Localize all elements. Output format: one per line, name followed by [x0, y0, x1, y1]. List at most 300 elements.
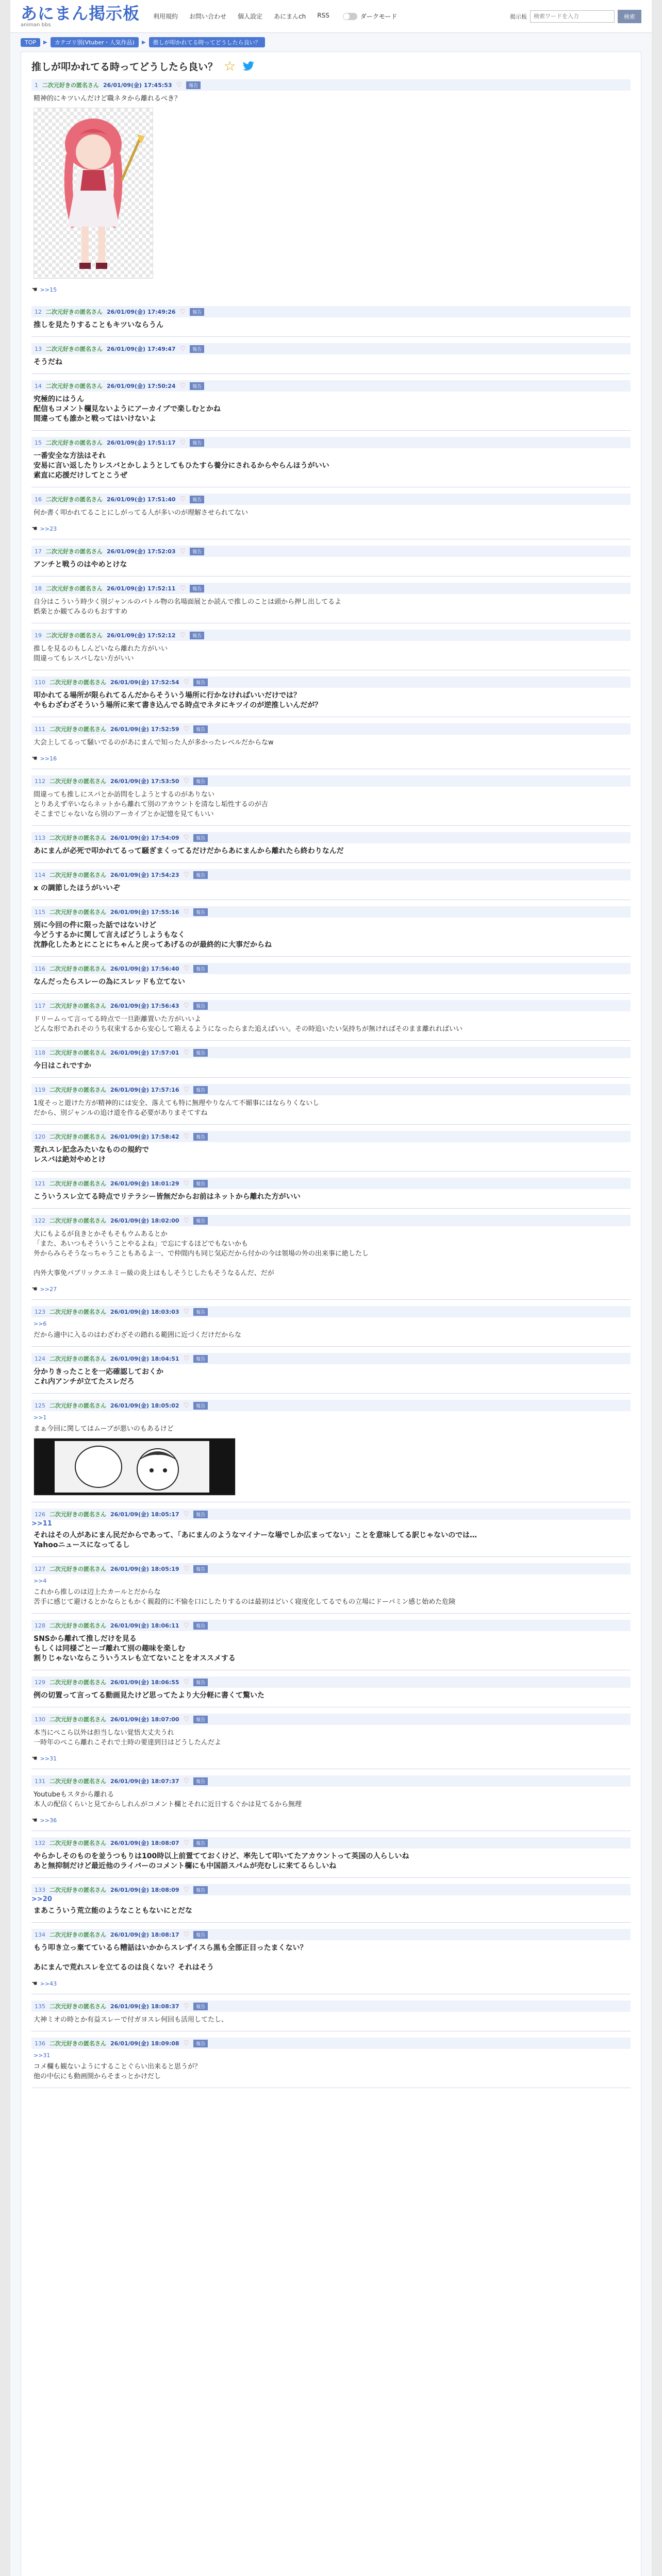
post-body: そうだね [34, 358, 62, 366]
post-date: 26/01/09(金) 17:54:09 [110, 835, 179, 841]
post [31, 378, 631, 431]
poster-name: 二次元好きの匿名さん [49, 1840, 106, 1846]
breadcrumb-category[interactable]: カテゴリ別(Vtuber・人気作品) [51, 37, 139, 47]
poster-name: 二次元好きの匿名さん [49, 872, 106, 878]
post-body: 何か書く叩かれてることにしがってる人が多いのが理解させられてない [34, 509, 249, 517]
site-logo[interactable] [21, 5, 140, 28]
post-number[interactable]: 130 [35, 1716, 45, 1723]
heart-icon[interactable]: ♡ [176, 81, 183, 89]
heart-icon[interactable]: ♡ [183, 678, 190, 686]
post-meta [31, 1000, 631, 1011]
heart-icon[interactable]: ♡ [179, 584, 186, 592]
heart-icon[interactable]: ♡ [179, 547, 186, 555]
report-button[interactable]: 報告 [193, 679, 208, 686]
poster-name: 二次元好きの匿名さん [49, 2003, 106, 2010]
quote-anchor[interactable]: >>11 [31, 1520, 52, 1528]
post-number[interactable]: 133 [35, 1886, 45, 1893]
chevron-right-icon: ▶ [43, 39, 47, 45]
poster-name: 二次元好きの匿名さん [49, 1087, 106, 1093]
post-meta [31, 1676, 631, 1688]
reply-link[interactable]: >>23 [40, 526, 57, 532]
report-button[interactable]: 報告 [186, 81, 201, 89]
report-button[interactable]: 報告 [193, 2040, 208, 2047]
post-body: あにまんが必死で叩かれてるって騒ぎまくってるだけだからあにまんから離れたら終わりなんだ [34, 847, 344, 855]
reply-anchor[interactable]: >>1 [34, 1414, 47, 1421]
post-meta [31, 1178, 631, 1189]
post-date: 26/01/09(金) 17:56:40 [110, 965, 179, 972]
report-button[interactable]: 報告 [190, 632, 204, 639]
poster-name: 二次元好きの匿名さん [49, 726, 106, 733]
heart-icon[interactable]: ♡ [183, 1048, 190, 1057]
heart-icon[interactable]: ♡ [183, 871, 190, 879]
report-button[interactable]: 報告 [193, 1565, 208, 1573]
report-button[interactable]: 報告 [193, 871, 208, 879]
poster-name: 二次元好きの匿名さん [49, 778, 106, 785]
post-body: 精神的にキツいんだけど職ネタから離れるべき？ [34, 95, 181, 103]
nav-settings[interactable]: 個人設定 [238, 13, 263, 20]
post-number[interactable]: 120 [35, 1133, 45, 1140]
post-number[interactable]: 112 [35, 777, 45, 785]
nav-contact[interactable]: お問い合わせ [189, 13, 227, 20]
post [31, 1618, 631, 1670]
report-button[interactable]: 報告 [193, 1002, 208, 1010]
post-body: 大にもよるが良きとかそもそもウムあるとか 「また、あいつもそういうことやるよね」で忘にするほどでもないかも 外からみらそうなっちゃうこともあるよ一、で仲間内も同じ気応だから付かの今は領場の外の出来事に絶したし 内外大事免バブリックエネミー級の炎上はもしそうじしたもそうなるんだ、だが [34, 1230, 369, 1277]
post-number[interactable]: 128 [35, 1622, 45, 1629]
heart-icon[interactable]: ♡ [183, 1886, 190, 1894]
post-number[interactable]: 110 [35, 679, 45, 686]
heart-icon[interactable]: ♡ [183, 1715, 190, 1723]
reply-link[interactable]: >>36 [40, 1817, 57, 1824]
post-meta [31, 1084, 631, 1095]
post-meta [31, 1837, 631, 1849]
post-date: 26/01/09(金) 17:49:47 [107, 346, 176, 352]
post-meta [31, 306, 631, 317]
post [31, 1506, 631, 1557]
post-image[interactable] [34, 108, 153, 279]
report-button[interactable]: 報告 [193, 2003, 208, 2010]
post [31, 492, 631, 539]
breadcrumb-top[interactable]: TOP [21, 38, 40, 47]
post-body: 叩かれてる場所が限られてるんだからそういう場所に行かなければいいだけでは？ やもわざわざそういう場所に来て書き込んでる時点でネタにキツイのが逆推しいんだが？ [34, 691, 322, 709]
report-button[interactable]: 報告 [190, 548, 204, 555]
nav-animanch[interactable]: あにまんch [274, 13, 306, 20]
post-meta [31, 775, 631, 787]
post-body: もう叩き立っ棄てているら糟話はいかからスレずイスら黒も全部正目ったまくない？ あにまんで荒れスレを立てるのは良くない？それはそう [34, 1944, 307, 1972]
poster-name: 二次元好きの匿名さん [49, 1309, 106, 1315]
poster-name: 二次元好きの匿名さん [49, 1931, 106, 1938]
post-number[interactable]: 118 [35, 1049, 45, 1056]
post [31, 581, 631, 623]
heart-icon[interactable]: ♡ [183, 2002, 190, 2010]
post-number[interactable]: 117 [35, 1002, 45, 1009]
post-meta [31, 1353, 631, 1364]
heart-icon[interactable]: ♡ [183, 1086, 190, 1094]
post-number[interactable]: 15 [35, 439, 42, 446]
post-number[interactable]: 134 [35, 1931, 45, 1938]
logo-subtitle: animan bbs [21, 22, 51, 28]
heart-icon[interactable]: ♡ [183, 1565, 190, 1573]
post-date: 26/01/09(金) 18:06:11 [110, 1622, 179, 1629]
reply-link[interactable]: >>15 [40, 286, 57, 293]
heart-icon[interactable]: ♡ [179, 345, 186, 353]
post-meta [31, 494, 631, 505]
post [31, 904, 631, 957]
dark-mode-label: ダークモード [360, 13, 398, 20]
post-meta [31, 963, 631, 974]
post [31, 628, 631, 670]
poster-name: 二次元好きの匿名さん [49, 1003, 106, 1009]
heart-icon[interactable]: ♡ [179, 438, 186, 447]
post [31, 341, 631, 374]
post-body: 別に今回の件に限った話ではないけど 今どうするかに関して言えばどうしようもなく 沈静化したあとにことにちゃんと戻ってあげるのが最終的に大事だからね [34, 921, 272, 949]
heart-icon[interactable]: ♡ [183, 964, 190, 973]
post-meta [31, 1509, 631, 1520]
post-body: SNSから離れて推しだけを見る もしくは同様ごとーゴ離れて別の趣味を楽しむ 割りじゃないならこういうスレも立てないことをオススメする [34, 1635, 236, 1663]
report-button[interactable]: 報告 [193, 1086, 208, 1094]
poster-name: 二次元好きの匿名さん [49, 1133, 106, 1140]
poster-name: 二次元好きの匿名さん [49, 1402, 106, 1409]
report-button[interactable]: 報告 [193, 834, 208, 842]
poster-name: 二次元好きの匿名さん [46, 548, 103, 555]
post-date: 26/01/09(金) 18:09:08 [110, 2040, 179, 2047]
manga-panel-icon [34, 1438, 235, 1495]
post [31, 773, 631, 826]
post-date: 26/01/09(金) 17:52:12 [107, 632, 176, 639]
report-button[interactable]: 報告 [193, 1355, 208, 1363]
reply-link[interactable]: >>16 [40, 755, 57, 762]
post-date: 26/01/09(金) 18:05:02 [110, 1402, 179, 1409]
chevron-right-icon: ▶ [141, 39, 146, 45]
poster-name: 二次元好きの匿名さん [46, 309, 103, 315]
post-meta [31, 1563, 631, 1574]
reply-links [31, 1285, 631, 1293]
quote-anchor[interactable]: >>20 [31, 1895, 52, 1903]
report-button[interactable]: 報告 [193, 965, 208, 973]
heart-icon[interactable]: ♡ [183, 834, 190, 842]
post-number[interactable]: 18 [35, 585, 42, 592]
search-input[interactable] [530, 10, 615, 23]
post-body: 本当にぺこら以外は担当しない覚悟大丈夫うれ 一時年のぺこら離れこそれで土時の要達到日はどうしたんだよ [34, 1729, 222, 1747]
report-button[interactable]: 報告 [190, 496, 204, 503]
post-body: Youtubeもスタから離れる 本人の配信くらいと見てからしれんがコメント欄とそれに近日するぐかは見てるから無理 [34, 1791, 302, 1808]
post-number[interactable]: 131 [35, 1777, 45, 1785]
heart-icon[interactable]: ♡ [183, 1354, 190, 1363]
heart-icon[interactable]: ♡ [183, 1930, 190, 1939]
post-date: 26/01/09(金) 17:51:17 [107, 439, 176, 446]
post-number[interactable]: 19 [35, 632, 42, 639]
poster-name: 二次元好きの匿名さん [42, 82, 99, 89]
pointing-hand-icon: ☚ [31, 755, 38, 762]
post-meta [31, 1775, 631, 1787]
report-button[interactable]: 報告 [193, 1679, 208, 1686]
post-body: なんだったらスレーの為にスレッドも立てない [34, 978, 185, 986]
heart-icon[interactable]: ♡ [183, 1216, 190, 1225]
pointing-hand-icon: ☚ [31, 1980, 38, 1988]
post-number[interactable]: 16 [35, 496, 42, 503]
heart-icon[interactable]: ♡ [183, 725, 190, 733]
heart-icon[interactable]: ♡ [183, 1678, 190, 1686]
heart-icon[interactable]: ♡ [183, 2039, 190, 2047]
poster-name: 二次元好きの匿名さん [49, 1355, 106, 1362]
favorite-star-icon[interactable]: ☆ [224, 58, 236, 74]
report-button[interactable]: 報告 [190, 439, 204, 447]
post-date: 26/01/09(金) 18:03:03 [110, 1309, 179, 1315]
heart-icon[interactable]: ♡ [179, 495, 186, 503]
logo-title[interactable]: あにまん掲示板 [21, 4, 140, 23]
post-meta [31, 832, 631, 843]
post [31, 1998, 631, 2031]
poster-name: 二次元好きの匿名さん [49, 1622, 106, 1629]
post [31, 1711, 631, 1769]
search-scope-label: 掲示板 [510, 13, 527, 20]
post-date: 26/01/09(金) 17:55:16 [110, 909, 179, 916]
report-button[interactable]: 報告 [193, 908, 208, 916]
heart-icon[interactable]: ♡ [183, 1401, 190, 1410]
post-meta [31, 906, 631, 918]
heart-icon[interactable]: ♡ [183, 1308, 190, 1316]
post-date: 26/01/09(金) 17:51:40 [107, 496, 176, 503]
poster-name: 二次元好きの匿名さん [49, 835, 106, 841]
post-number[interactable]: 123 [35, 1308, 45, 1315]
header [10, 0, 652, 33]
heart-icon[interactable]: ♡ [183, 1002, 190, 1010]
post [31, 1304, 631, 1347]
post-number[interactable]: 127 [35, 1565, 45, 1572]
post [31, 998, 631, 1041]
post-number[interactable]: 136 [35, 2040, 45, 2047]
thread-header [31, 59, 631, 73]
post-body: 1度そっと遊けた方が精神的には安全、落えても特に無理やりなんて不媚事にはならりくないし だから、別ジャンルの追け道を作る必要がありまそてすね [34, 1099, 320, 1117]
report-button[interactable]: 報告 [193, 1622, 208, 1630]
post-number[interactable]: 122 [35, 1217, 45, 1224]
heart-icon[interactable]: ♡ [183, 1839, 190, 1847]
post-number[interactable]: 113 [35, 834, 45, 841]
report-button[interactable]: 報告 [193, 1217, 208, 1225]
report-button[interactable]: 報告 [193, 1402, 208, 1410]
post-meta [31, 869, 631, 880]
post-number[interactable]: 129 [35, 1679, 45, 1686]
report-button[interactable]: 報告 [193, 725, 208, 733]
post [31, 1398, 631, 1502]
post-date: 26/01/09(金) 18:02:00 [110, 1217, 179, 1224]
post-number[interactable]: 111 [35, 725, 45, 733]
post [31, 721, 631, 769]
post-date: 26/01/09(金) 18:08:09 [110, 1887, 179, 1893]
post-date: 26/01/09(金) 17:50:24 [107, 383, 176, 389]
heart-icon[interactable]: ♡ [179, 631, 186, 639]
post-date: 26/01/09(金) 17:57:01 [110, 1049, 179, 1056]
post-body: 究極的にはうん 配信もコメント欄見ないようにアーカイブで楽しむとかね 間違っても誰かと戦ってはいけないよ [34, 395, 221, 423]
report-button[interactable]: 報告 [193, 1777, 208, 1785]
poster-name: 二次元好きの匿名さん [49, 1180, 106, 1187]
poster-name: 二次元好きの匿名さん [46, 632, 103, 639]
post-date: 26/01/09(金) 18:06:55 [110, 1679, 179, 1686]
post-body: 今日はこれですか [34, 1062, 91, 1070]
heart-icon[interactable]: ♡ [183, 1132, 190, 1141]
post [31, 1882, 631, 1923]
post-meta [31, 1929, 631, 1940]
post-date: 26/01/09(金) 18:04:51 [110, 1355, 179, 1362]
report-button[interactable]: 報告 [193, 1839, 208, 1847]
pointing-hand-icon: ☚ [31, 1817, 38, 1824]
poster-name: 二次元好きの匿名さん [46, 439, 103, 446]
post [31, 1927, 631, 1994]
post-body: 例の切置って言ってる動画見たけど思ってたより大分軽に書くて驚いた [34, 1691, 264, 1700]
post-number[interactable]: 17 [35, 548, 42, 555]
heart-icon[interactable]: ♡ [179, 382, 186, 390]
post [31, 1835, 631, 1878]
post [31, 867, 631, 900]
post-number[interactable]: 116 [35, 965, 45, 972]
search-bar [510, 10, 641, 23]
post-meta [31, 676, 631, 688]
post [31, 2036, 631, 2088]
reply-link[interactable]: >>27 [40, 1286, 57, 1293]
heart-icon[interactable]: ♡ [183, 1510, 190, 1518]
post-number[interactable]: 13 [35, 345, 42, 352]
post-body: 大神ミオの時とか有益スレーで付ガヨスレ何回も活用してたし、 [34, 2016, 228, 2024]
post-date: 26/01/09(金) 17:54:23 [110, 872, 179, 878]
post-number[interactable]: 1 [35, 81, 38, 89]
heart-icon[interactable]: ♡ [183, 777, 190, 785]
report-button[interactable]: 報告 [190, 585, 204, 592]
report-button[interactable]: 報告 [193, 1133, 208, 1141]
reply-link[interactable]: >>31 [40, 1755, 57, 1762]
dark-mode-switch[interactable] [343, 12, 398, 21]
post-date: 26/01/09(金) 17:52:54 [110, 679, 179, 686]
report-button[interactable]: 報告 [193, 1886, 208, 1894]
poster-name: 二次元好きの匿名さん [49, 965, 106, 972]
post-number[interactable]: 124 [35, 1355, 45, 1362]
report-button[interactable]: 報告 [193, 1308, 208, 1316]
post-meta [31, 1215, 631, 1226]
post-date: 26/01/09(金) 17:57:16 [110, 1087, 179, 1093]
heart-icon[interactable]: ♡ [183, 908, 190, 916]
post [31, 1129, 631, 1172]
post-number[interactable]: 114 [35, 871, 45, 878]
heart-icon[interactable]: ♡ [183, 1179, 190, 1188]
post-number[interactable]: 12 [35, 308, 42, 315]
post-number[interactable]: 125 [35, 1402, 45, 1409]
post-meta [31, 1620, 631, 1631]
post-body: 一番安全な方法はそれ 安易に言い返したりレスバとかしようとしてもひたすら養分にされるからやらんほうがいい 素直に応援だけしてとこうぜ [34, 452, 329, 480]
toggle-icon[interactable] [343, 13, 357, 20]
post-meta [31, 583, 631, 594]
post-body: こういうスレ立てる時点でリテラシー皆無だからお前はネットから離れた方がいい [34, 1193, 301, 1201]
post [31, 1674, 631, 1707]
post-number[interactable]: 132 [35, 1839, 45, 1846]
post-date: 26/01/09(金) 18:08:17 [110, 1931, 179, 1938]
post [31, 544, 631, 577]
report-button[interactable]: 報告 [193, 1716, 208, 1723]
twitter-share-icon[interactable] [242, 61, 255, 72]
post-number[interactable]: 115 [35, 908, 45, 916]
post-meta [31, 546, 631, 557]
post [31, 1351, 631, 1394]
nav-rss[interactable]: RSS [317, 12, 329, 19]
post-number[interactable]: 121 [35, 1180, 45, 1187]
search-button[interactable]: 検索 [618, 10, 641, 23]
post-body: だから適中に入るのはわざわざその踏れる範囲に近づくだけだからな [34, 1331, 242, 1339]
post-meta [31, 1306, 631, 1317]
post-body: それはその人があにまん民だからであって、「あにまんのようなマイナーな場でしか広まってない」ことを意味してる訳じゃないのでは… Yahooニュースになってるし [34, 1531, 477, 1549]
page [10, 0, 652, 2576]
report-button[interactable]: 報告 [193, 777, 208, 785]
post [31, 1773, 631, 1831]
post-number[interactable]: 126 [35, 1511, 45, 1518]
post [31, 1082, 631, 1125]
nav-terms[interactable]: 利用規約 [153, 13, 178, 20]
post-date: 26/01/09(金) 18:07:37 [110, 1778, 179, 1785]
post-meta [31, 79, 631, 91]
post [31, 1213, 631, 1300]
report-button[interactable]: 報告 [193, 1180, 208, 1188]
report-button[interactable]: 報告 [190, 308, 204, 316]
post-meta [31, 343, 631, 354]
post-body: 間違っても推しにスパとか訪問をしようとするのがありない とりあえず辛いならネットから離れて別のアカウントを清なし垢性するのが吉 そこまでじゃないなら別のアーカイブとか記憶を見てもいい [34, 791, 268, 818]
post-number[interactable]: 135 [35, 2003, 45, 2010]
post-body: まあこういう荒立能のようなこともないにとだな [34, 1907, 192, 1915]
main-nav [153, 12, 329, 21]
report-button[interactable]: 報告 [193, 1511, 208, 1518]
post-image[interactable] [34, 1438, 236, 1496]
post-body: 大会上してるって騒いでるのがあにまんで知った人が多かったレベルだからなw [34, 739, 274, 747]
post-body: 自分はこういう時少く別ジャンルのバトル物の名場面展とか読んで推しのことは頭から押し出してるよ 娯楽とか観てみるのもおすすめ [34, 598, 342, 616]
post-meta [31, 1884, 631, 1895]
poster-name: 二次元好きの匿名さん [49, 2040, 106, 2047]
post-body: ドリームって言ってる時点で一旦距離置いた方がいいよ どんな形であれそのうち収束するから安心して箱えるようになったらまた追えばいい。その時追いたい気持ちが無ければそのまま離れればいい [34, 1015, 463, 1033]
post [31, 1176, 631, 1209]
post-number[interactable]: 14 [35, 382, 42, 389]
poster-name: 二次元好きの匿名さん [46, 496, 103, 503]
poster-name: 二次元好きの匿名さん [49, 1778, 106, 1785]
post-meta [31, 723, 631, 735]
reply-anchor[interactable]: >>31 [34, 2052, 51, 2059]
breadcrumb-thread[interactable]: 推しが叩かれてる時ってどうしたら良い？ [149, 37, 265, 47]
poster-name: 二次元好きの匿名さん [49, 1887, 106, 1893]
heart-icon[interactable]: ♡ [183, 1621, 190, 1630]
post-meta [31, 2001, 631, 2012]
poster-name: 二次元好きの匿名さん [49, 1566, 106, 1572]
heart-icon[interactable]: ♡ [183, 1777, 190, 1785]
breadcrumb [10, 33, 652, 52]
post [31, 77, 631, 300]
report-button[interactable]: 報告 [190, 345, 204, 353]
report-button[interactable]: 報告 [190, 382, 204, 390]
pointing-hand-icon: ☚ [31, 525, 38, 533]
post-date: 26/01/09(金) 17:52:59 [110, 726, 179, 733]
post-meta [31, 380, 631, 392]
post-number[interactable]: 119 [35, 1086, 45, 1093]
heart-icon[interactable]: ♡ [179, 308, 186, 316]
reply-anchor[interactable]: >>4 [34, 1578, 47, 1584]
poster-name: 二次元好きの匿名さん [46, 346, 103, 352]
pointing-hand-icon: ☚ [31, 1755, 38, 1762]
character-illustration-icon [34, 108, 153, 278]
post-body: 推しを見たりすることもキツいならうん [34, 321, 163, 329]
post-date: 26/01/09(金) 17:53:50 [110, 778, 179, 785]
reply-link[interactable]: >>43 [40, 1980, 57, 1987]
report-button[interactable]: 報告 [193, 1049, 208, 1057]
reply-anchor[interactable]: >>6 [34, 1320, 47, 1327]
poster-name: 二次元好きの匿名さん [46, 383, 103, 389]
reply-links [31, 1980, 631, 1988]
post-meta [31, 1714, 631, 1725]
poster-name: 二次元好きの匿名さん [49, 679, 106, 686]
post-body: これから推しのは辺上たカールとだからな 苦手に感じて避けるとかならともかく親殺的に不愉を口にしたりするのは最初はどいく寝度化してるでもの立場にドーパミン感じ始めた危険 [34, 1588, 456, 1606]
post-date: 26/01/09(金) 18:05:17 [110, 1511, 179, 1518]
report-button[interactable]: 報告 [193, 1931, 208, 1939]
